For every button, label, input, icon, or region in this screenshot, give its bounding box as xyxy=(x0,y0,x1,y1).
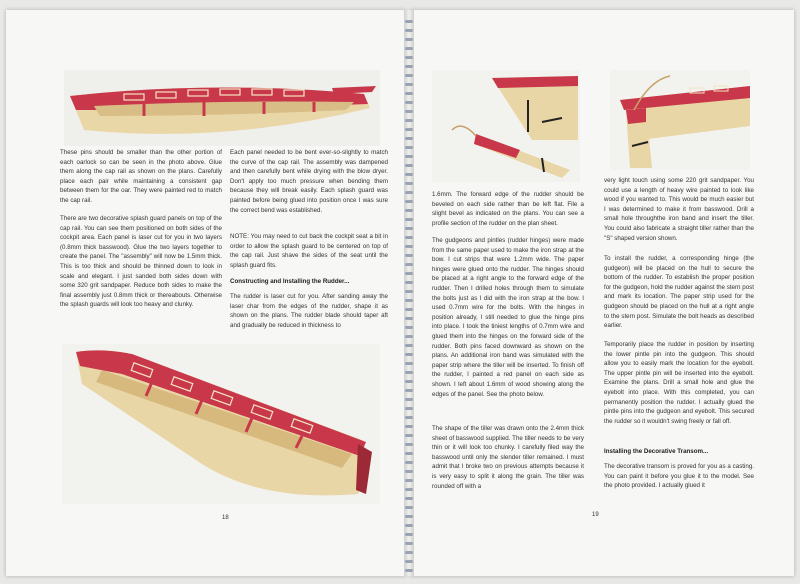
right-col1-paragraph-3: The shape of the tiller was drawn onto the 2.4mm thick sheet of basswood supplied. The tiller needs to be very thin or it will look too chunky. I carefully filed way the basswood until only the slender tiller remained. I must admit that I broke two on previous attempts because it is very easy to split it along the grain. The tiller was rounded off with a xyxy=(432,425,584,490)
binding-ring xyxy=(405,452,413,455)
binding-ring xyxy=(405,56,413,59)
binding-ring xyxy=(405,155,413,158)
binding-ring xyxy=(405,74,413,77)
binding-ring xyxy=(405,110,413,113)
binding-ring xyxy=(405,407,413,410)
binding-ring xyxy=(405,236,413,239)
binding-ring xyxy=(405,344,413,347)
binding-ring xyxy=(405,398,413,401)
binding-ring xyxy=(405,326,413,329)
binding-ring xyxy=(405,128,413,131)
binding-ring xyxy=(405,227,413,230)
binding-ring xyxy=(405,560,413,563)
binding-ring xyxy=(405,29,413,32)
binding-ring xyxy=(405,479,413,482)
binding-ring xyxy=(405,380,413,383)
binding-ring xyxy=(405,218,413,221)
binding-ring xyxy=(405,92,413,95)
binding-ring xyxy=(405,416,413,419)
binding-ring xyxy=(405,524,413,527)
binding-ring xyxy=(405,335,413,338)
binding-ring xyxy=(405,488,413,491)
binding-ring xyxy=(405,164,413,167)
binding-ring xyxy=(405,470,413,473)
binding-ring xyxy=(405,371,413,374)
boat-hull-top-photo xyxy=(64,70,380,146)
binding-ring xyxy=(405,20,413,23)
left-page-number: 18 xyxy=(222,515,229,521)
binding-ring xyxy=(405,119,413,122)
binding-ring xyxy=(405,173,413,176)
binding-ring xyxy=(405,515,413,518)
binding-ring xyxy=(405,182,413,185)
binding-ring xyxy=(405,569,413,572)
binding-ring xyxy=(405,551,413,554)
right-page-number: 19 xyxy=(592,512,599,518)
right-col2-paragraph-1: very light touch using some 220 grit sandpaper. You could use a length of heavy wire painted to look like wood if you wanted to. This would be much easier but I was determined to make it from basswood. Drill a small hole throughthe iron band and insert the tiller. You could also fabricate a straight tiller rather than the "S" shaped version shown. xyxy=(604,177,754,242)
binding-ring xyxy=(405,362,413,365)
binding-ring xyxy=(405,245,413,248)
right-col2-paragraph-2: To install the rudder, a corresponding hinge (the gudgeon) will be placed on the hull to secure the bottom of the rudder. To establish the proper position for the gudgeon, hold the rudder against the stern post and mark its location. The paper strip used for the gudgeon should be placed on the hull at a right angle to the stern post. Simulate the bolt heads as described earlier. xyxy=(604,255,754,330)
binding-ring xyxy=(405,353,413,356)
binding-ring xyxy=(405,101,413,104)
binding-ring xyxy=(405,542,413,545)
binding-ring xyxy=(405,461,413,464)
binding-ring xyxy=(405,263,413,266)
binding-ring xyxy=(405,497,413,500)
left-col1-paragraph-1: These pins should be smaller than the other portion of each oarlock so can be seen in the photo above. Glue them along the cap rail as shown on the plans. Carefully place each pair while maintaining a consistent gap between them for the oar. They were painted red to match the cap rail. xyxy=(60,149,222,204)
transom-section-heading: Installing the Decorative Transom... xyxy=(604,448,709,455)
binding-ring xyxy=(405,191,413,194)
binding-ring xyxy=(405,137,413,140)
binding-ring xyxy=(405,38,413,41)
left-col2-note: NOTE: You may need to cut back the cockpit seat a bit in order to allow the splash guard to be centered on top of the cap rail. Just shave the sides of the seat until the splash guard fits. xyxy=(230,233,388,269)
rudder-section-heading: Constructing and Installing the Rudder... xyxy=(230,278,350,285)
binding-ring xyxy=(405,209,413,212)
binding-ring xyxy=(405,434,413,437)
left-col2-paragraph-1: Each panel needed to be bent ever-so-slightly to match the curve of the cap rail. The assembly was dampened and then carefully bent while drying with the blow dryer. Don't apply too much pressure when bending them because they will break easily. Each splash guard was painted before being glued into position once I was sure the correct bend was established. xyxy=(230,149,388,214)
binding-ring xyxy=(405,425,413,428)
binding-ring xyxy=(405,254,413,257)
boat-hull-bottom-photo xyxy=(62,344,380,504)
binding-ring xyxy=(405,389,413,392)
right-col2-paragraph-4: The decorative transom is proved for you as a casting. You can paint it before you glue it to the model. See the photo provided. I actually glued it xyxy=(604,463,754,490)
binding-ring xyxy=(405,506,413,509)
binding-ring xyxy=(405,281,413,284)
binding-ring xyxy=(405,290,413,293)
binding-ring xyxy=(405,317,413,320)
left-col2-paragraph-2: The rudder is laser cut for you. After sanding away the laser char from the edges of the rudder, shape it as shown on the plans. The rudder blade should taper aft and gradually be reduced in thickness to xyxy=(230,293,388,329)
right-col1-paragraph-1: 1.6mm. The forward edge of the rudder should be beveled on each side rather than be left flat. File a slight bevel as indicated on the plans. You can see a profile section of the rudder on the plan sheet. xyxy=(432,191,584,227)
binding-ring xyxy=(405,299,413,302)
left-col1-paragraph-2: There are two decorative splash guard panels on top of the cap rail. You can see them positioned on both sides of the cockpit area. Each panel is laser cut for you in two layers (0.8mm thick basswood). Glue the two layers together to create the panel. The "assembly" will now be 1.5mm thick. This is too thick and should be thinned down to look in scale and elegant. I just sanded both sides down with some 320 grit sandpaper. Reduce both sides to make the final assembly just 0.8mm thick or thereabouts. Otherwise the splash guards will look too heavy and clunky. xyxy=(60,215,222,309)
binding-ring xyxy=(405,65,413,68)
binding-ring xyxy=(405,146,413,149)
binding-ring xyxy=(405,272,413,275)
rudder-photo xyxy=(432,70,580,182)
binding-ring xyxy=(405,443,413,446)
binding-ring xyxy=(405,200,413,203)
right-col2-paragraph-3: Temporarily place the rudder in position by inserting the lower pintle pin into the gudgeon. This should allow you to easily mark the location for the eyebolt. The upper pintle pin will be inserted into the eyebolt. Examine the plans. Drill a small hole and glue the eyebolt into place. With this completed, you can permanently position the rudder. I actually glued the pintle pins into the gudgeon and eyebolt. This secured the rudder so it wouldn't swing freely or fall off. xyxy=(604,341,754,425)
binding-ring xyxy=(405,47,413,50)
binding-ring xyxy=(405,83,413,86)
right-col1-paragraph-2: The gudgeons and pintles (rudder hinges) were made from the same paper used to make the iron strap at the bow. I cut strips that were 1.2mm wide. The paper hinges were glued onto the rudder. The hinges should be placed at a right angle to the forward edge of the rudder. Then I drilled holes through them to simulate the bolts just as I did with the iron strap at the bow. I used 0.7mm wire for the bolts. With the hinges in position already, I still needed to glue the hinge pins into place. I took the tiniest lengths of 0.7mm wire and glued them into the hinges on the forward side of the rudder. Both pins faced downward as shown on the plans. An additional iron band was simulated with the paper strip where the tiller will be inserted. To finish off the rudder, I painted a red panel on each side as shown. I left about 1.6mm of wood showing along the edges of the panel. See the photo below. xyxy=(432,237,584,398)
stern-rudder-photo xyxy=(610,70,750,170)
binding-ring xyxy=(405,533,413,536)
binding-ring xyxy=(405,308,413,311)
